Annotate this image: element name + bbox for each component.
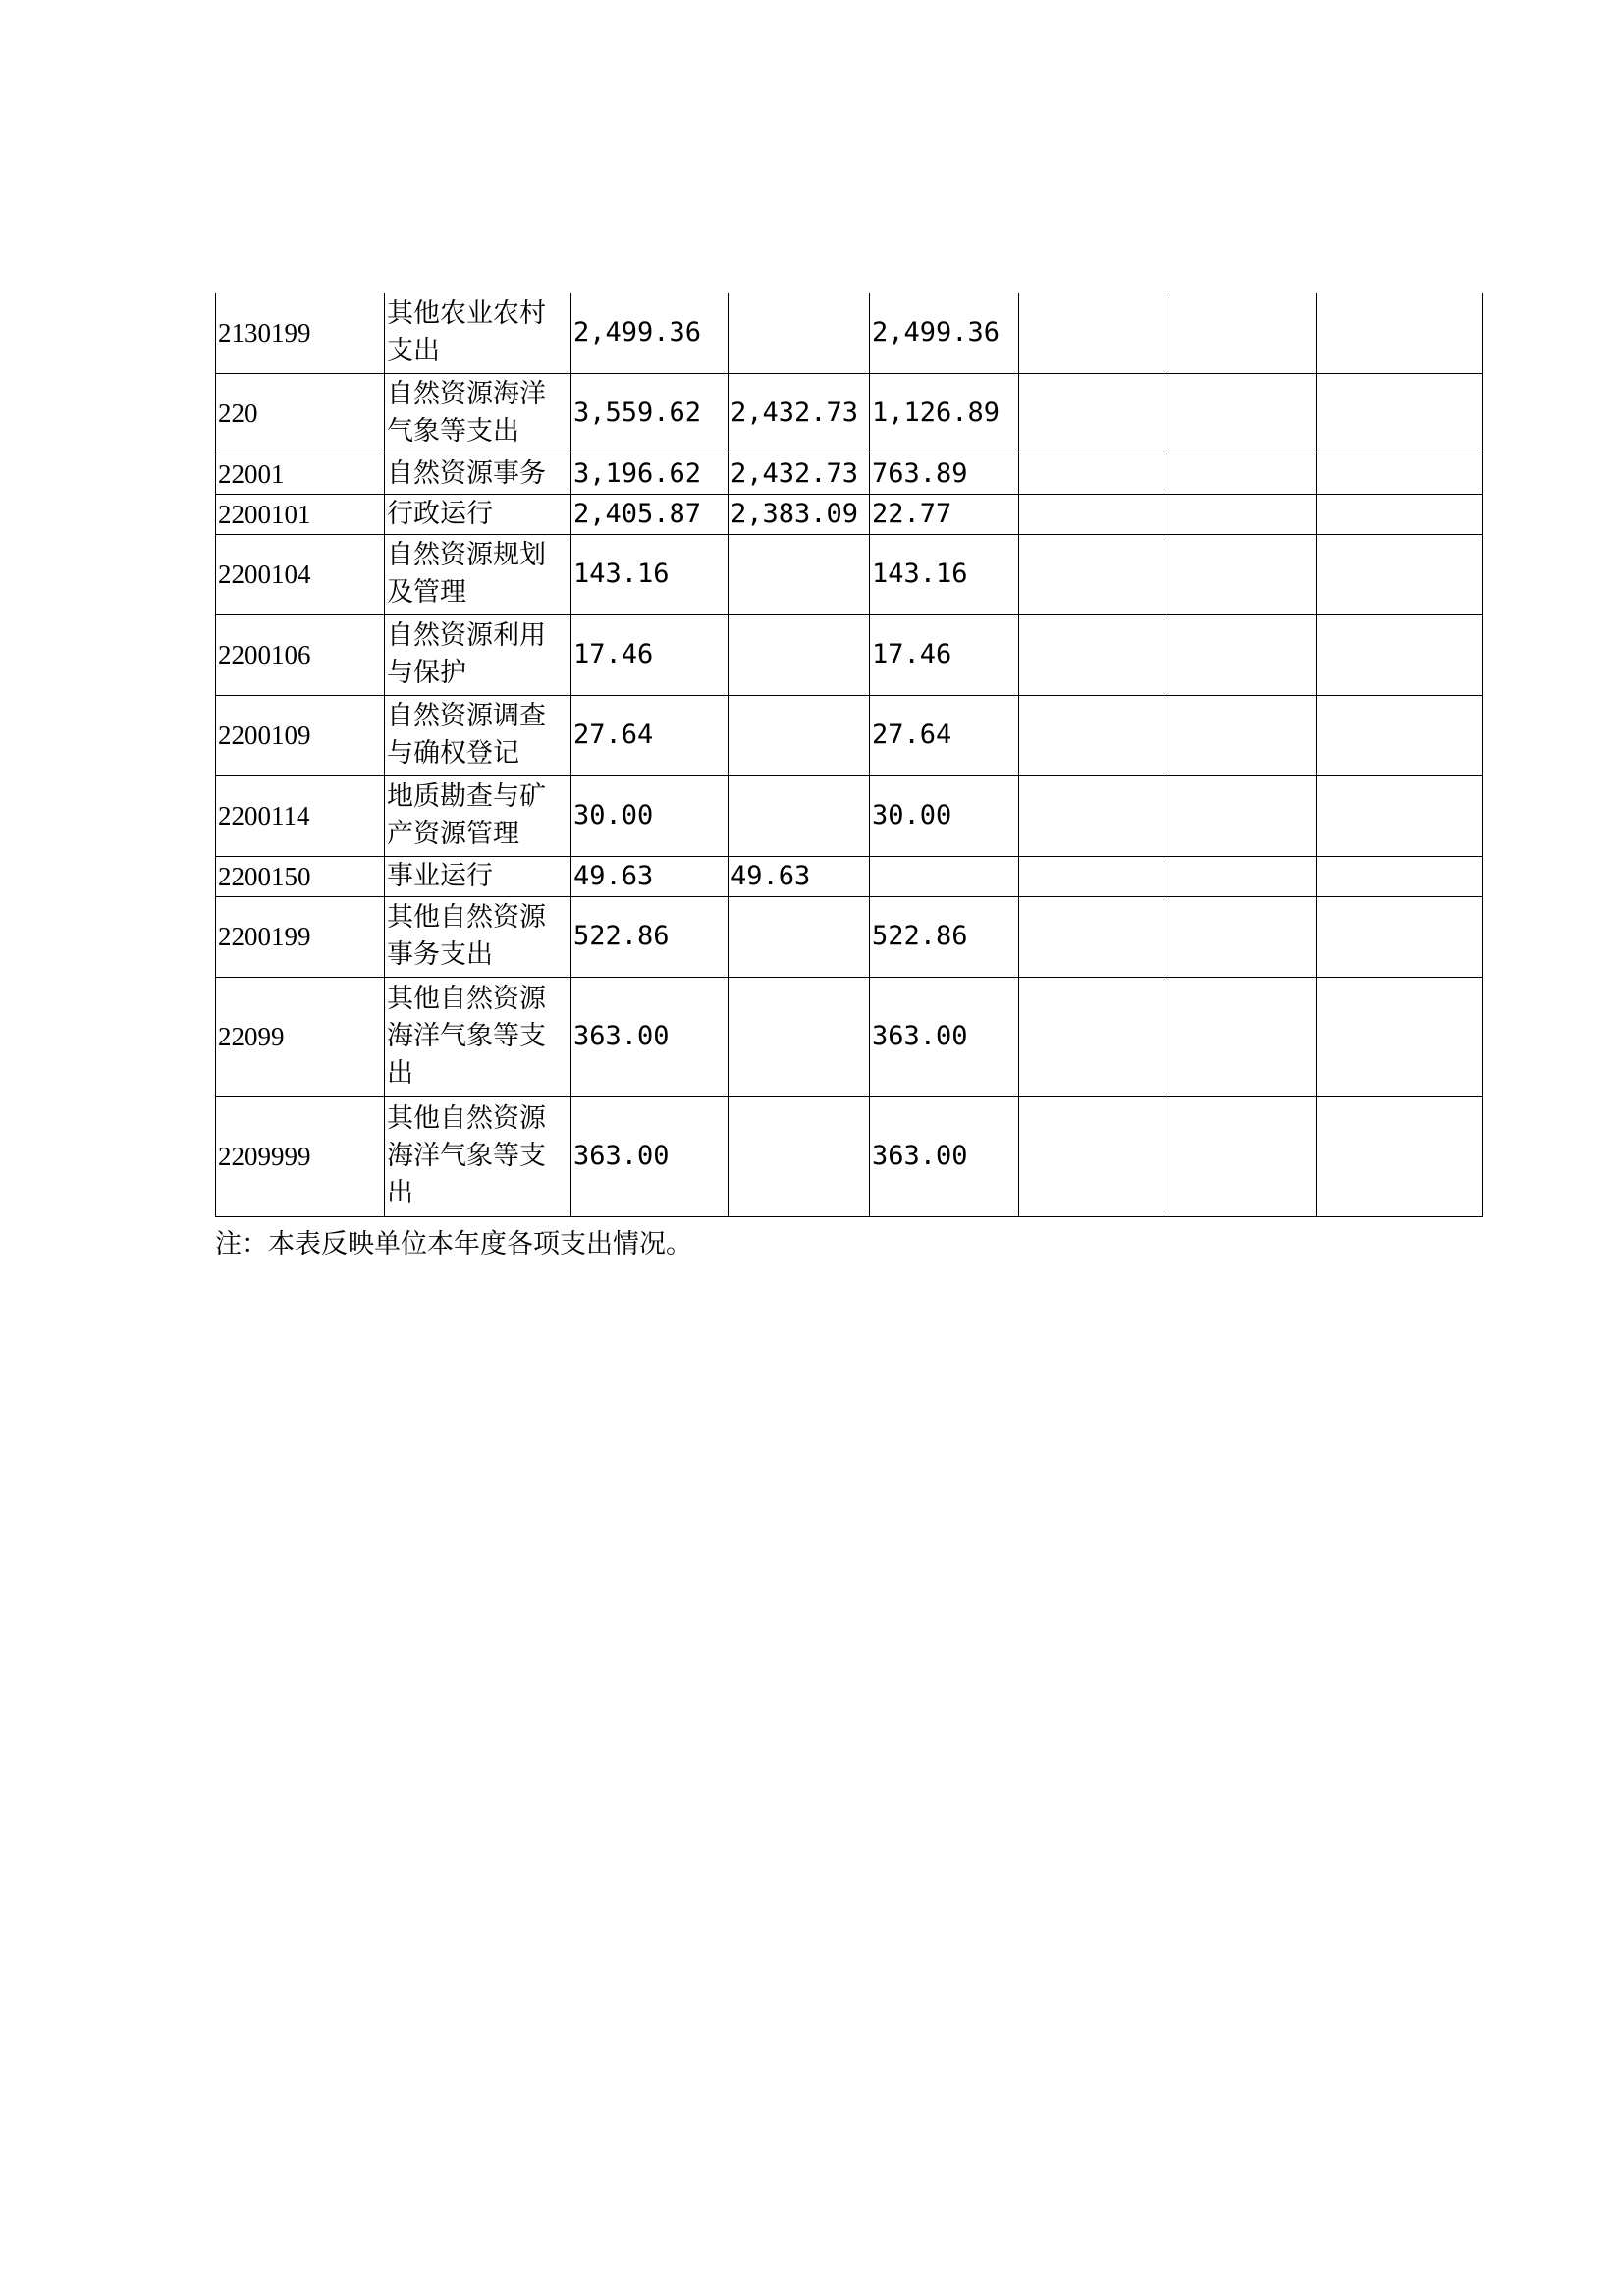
cell-code: 2200104 (216, 534, 385, 614)
table-row (216, 494, 1483, 534)
cell-total: 3,559.62 (571, 373, 729, 454)
table-row (216, 1096, 1483, 1216)
cell-col7 (1164, 454, 1317, 494)
cell-project: 2,499.36 (870, 293, 1019, 373)
cell-col8 (1317, 695, 1483, 775)
cell-basic (729, 1096, 870, 1216)
cell-col7 (1164, 494, 1317, 534)
table-row (216, 695, 1483, 775)
cell-name: 地质勘查与矿产资源管理 (385, 775, 571, 856)
cell-col7 (1164, 695, 1317, 775)
cell-col8 (1317, 775, 1483, 856)
table-row (216, 534, 1483, 614)
cell-project: 27.64 (870, 695, 1019, 775)
cell-total: 2,405.87 (571, 494, 729, 534)
table-row (216, 775, 1483, 856)
cell-basic: 2,432.73 (729, 373, 870, 454)
cell-col8 (1317, 896, 1483, 977)
cell-project: 363.00 (870, 977, 1019, 1096)
cell-code: 2130199 (216, 293, 385, 373)
cell-project: 143.16 (870, 534, 1019, 614)
table-row (216, 373, 1483, 454)
cell-basic (729, 534, 870, 614)
cell-col7 (1164, 856, 1317, 896)
cell-col6 (1019, 454, 1164, 494)
cell-name: 其他自然资源海洋气象等支出 (385, 977, 571, 1096)
cell-code: 22001 (216, 454, 385, 494)
cell-name: 自然资源事务 (385, 454, 571, 494)
expense-table (215, 293, 1483, 1217)
cell-basic (729, 695, 870, 775)
table-row (216, 896, 1483, 977)
cell-col7 (1164, 775, 1317, 856)
cell-name: 其他自然资源事务支出 (385, 896, 571, 977)
cell-col6 (1019, 373, 1164, 454)
cell-total: 363.00 (571, 977, 729, 1096)
cell-col7 (1164, 614, 1317, 695)
cell-col7 (1164, 293, 1317, 373)
cell-col8 (1317, 1096, 1483, 1216)
cell-total: 143.16 (571, 534, 729, 614)
cell-col7 (1164, 373, 1317, 454)
cell-project: 763.89 (870, 454, 1019, 494)
cell-basic: 49.63 (729, 856, 870, 896)
table-row (216, 614, 1483, 695)
cell-code: 2200114 (216, 775, 385, 856)
cell-code: 22099 (216, 977, 385, 1096)
cell-name: 其他自然资源海洋气象等支出 (385, 1096, 571, 1216)
cell-col6 (1019, 695, 1164, 775)
cell-name: 事业运行 (385, 856, 571, 896)
cell-code: 2200109 (216, 695, 385, 775)
cell-code: 2200150 (216, 856, 385, 896)
table-footnote: 注：本表反映单位本年度各项支出情况。 (215, 1229, 692, 1259)
cell-col6 (1019, 856, 1164, 896)
cell-total: 522.86 (571, 896, 729, 977)
cell-total: 3,196.62 (571, 454, 729, 494)
cell-code: 2200199 (216, 896, 385, 977)
cell-basic (729, 896, 870, 977)
cell-project (870, 856, 1019, 896)
cell-col6 (1019, 1096, 1164, 1216)
cell-col6 (1019, 534, 1164, 614)
cell-project: 1,126.89 (870, 373, 1019, 454)
cell-total: 17.46 (571, 614, 729, 695)
cell-total: 27.64 (571, 695, 729, 775)
cell-code: 2200101 (216, 494, 385, 534)
cell-col7 (1164, 896, 1317, 977)
cell-basic: 2,383.09 (729, 494, 870, 534)
cell-col7 (1164, 534, 1317, 614)
cell-project: 30.00 (870, 775, 1019, 856)
cell-total: 2,499.36 (571, 293, 729, 373)
table-row (216, 856, 1483, 896)
cell-col8 (1317, 373, 1483, 454)
cell-total: 49.63 (571, 856, 729, 896)
cell-col6 (1019, 775, 1164, 856)
cell-total: 30.00 (571, 775, 729, 856)
cell-col6 (1019, 494, 1164, 534)
cell-col6 (1019, 614, 1164, 695)
cell-project: 17.46 (870, 614, 1019, 695)
cell-name: 自然资源调查与确权登记 (385, 695, 571, 775)
table-row (216, 454, 1483, 494)
cell-col6 (1019, 896, 1164, 977)
table-row (216, 977, 1483, 1096)
cell-project: 22.77 (870, 494, 1019, 534)
cell-col8 (1317, 494, 1483, 534)
cell-basic (729, 977, 870, 1096)
cell-col8 (1317, 454, 1483, 494)
cell-name: 行政运行 (385, 494, 571, 534)
cell-col7 (1164, 1096, 1317, 1216)
cell-name: 自然资源海洋气象等支出 (385, 373, 571, 454)
cell-name: 自然资源规划及管理 (385, 534, 571, 614)
cell-basic (729, 293, 870, 373)
cell-basic: 2,432.73 (729, 454, 870, 494)
cell-code: 220 (216, 373, 385, 454)
cell-col8 (1317, 534, 1483, 614)
table-row (216, 293, 1483, 373)
cell-col8 (1317, 977, 1483, 1096)
cell-code: 2209999 (216, 1096, 385, 1216)
cell-name: 其他农业农村支出 (385, 293, 571, 373)
cell-code: 2200106 (216, 614, 385, 695)
cell-name: 自然资源利用与保护 (385, 614, 571, 695)
cell-col6 (1019, 977, 1164, 1096)
cell-col6 (1019, 293, 1164, 373)
cell-col7 (1164, 977, 1317, 1096)
cell-col8 (1317, 856, 1483, 896)
cell-project: 522.86 (870, 896, 1019, 977)
cell-col8 (1317, 293, 1483, 373)
cell-col8 (1317, 614, 1483, 695)
cell-project: 363.00 (870, 1096, 1019, 1216)
cell-total: 363.00 (571, 1096, 729, 1216)
cell-basic (729, 775, 870, 856)
cell-basic (729, 614, 870, 695)
